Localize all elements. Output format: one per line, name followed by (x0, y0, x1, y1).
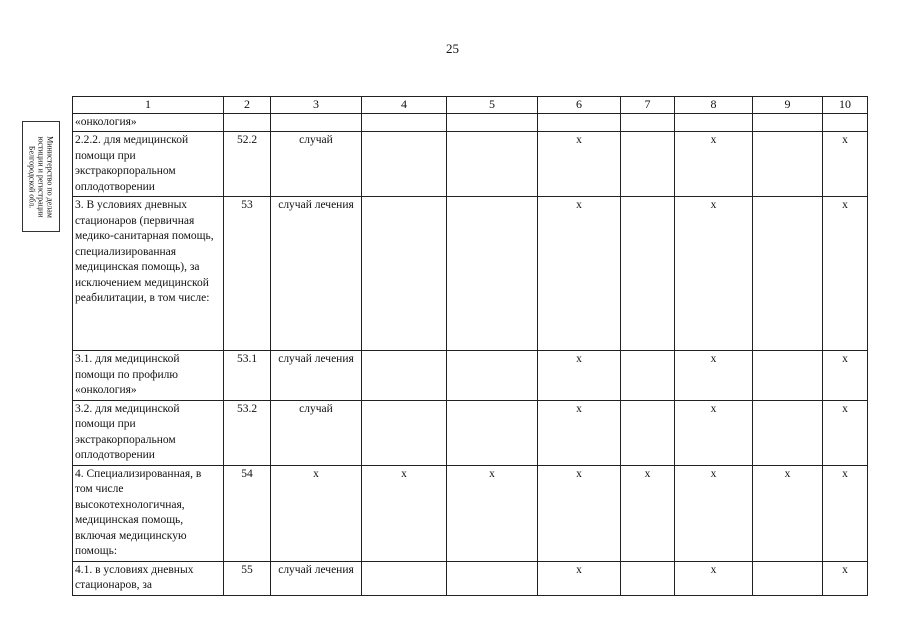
row-cell (447, 132, 538, 197)
row-cell (362, 351, 447, 401)
row-cell: x (447, 465, 538, 561)
column-number: 3 (271, 97, 362, 114)
row-cell (753, 132, 823, 197)
row-cell (621, 197, 675, 351)
row-cell: x (675, 465, 753, 561)
row-cell: x (823, 351, 868, 401)
page-number: 25 (446, 41, 459, 56)
row-name: 3.1. для медицинской помощи по профилю «онкология» (73, 351, 224, 401)
row-unit: случай лечения (271, 197, 362, 351)
row-cell (621, 351, 675, 401)
column-number: 5 (447, 97, 538, 114)
row-cell (447, 197, 538, 351)
row-cell: x (538, 400, 621, 465)
row-unit: x (271, 465, 362, 561)
row-cell (753, 351, 823, 401)
row-cell (621, 561, 675, 595)
row-cell: x (675, 197, 753, 351)
column-number: 7 (621, 97, 675, 114)
column-number: 6 (538, 97, 621, 114)
row-cell: x (675, 132, 753, 197)
row-code: 55 (224, 561, 271, 595)
row-cell (447, 400, 538, 465)
row-code: 53.2 (224, 400, 271, 465)
row-name: 2.2.2. для медицинской помощи при экстракорпоральном оплодотворении (73, 132, 224, 197)
row-cell: x (538, 197, 621, 351)
row-cell: x (823, 132, 868, 197)
row-name: 3.2. для медицинской помощи при экстракорпоральном оплодотворении (73, 400, 224, 465)
row-code: 53.1 (224, 351, 271, 401)
row-cell: x (538, 561, 621, 595)
table-row (73, 132, 868, 197)
row-cell (538, 113, 621, 132)
row-unit: случай лечения (271, 561, 362, 595)
row-code (224, 113, 271, 132)
table-row (73, 465, 868, 561)
row-cell: x (823, 400, 868, 465)
table-row (73, 351, 868, 401)
row-cell (823, 113, 868, 132)
row-cell (753, 197, 823, 351)
column-number: 4 (362, 97, 447, 114)
row-cell: x (538, 132, 621, 197)
registration-stamp (22, 121, 60, 232)
table-row (73, 197, 868, 351)
row-cell (362, 132, 447, 197)
column-number: 2 (224, 97, 271, 114)
row-cell: x (675, 561, 753, 595)
row-cell: x (538, 465, 621, 561)
row-cell (621, 113, 675, 132)
row-cell (753, 561, 823, 595)
stamp-text: Министерство по делам юстиции и регистрации Белгородской обл. (27, 135, 55, 218)
table-row (73, 113, 868, 132)
column-number: 10 (823, 97, 868, 114)
row-unit (271, 113, 362, 132)
row-name: 4. Специализированная, в том числе высокотехнологичная, медицинская помощь, включая медицинскую помощь: (73, 465, 224, 561)
row-cell (362, 197, 447, 351)
row-cell: x (362, 465, 447, 561)
row-cell (753, 400, 823, 465)
row-cell: x (753, 465, 823, 561)
row-name: 3. В условиях дневных стационаров (первичная медико-санитарная помощь, специализированная медицинская помощь), за исключением медицинской реабилитации, в том числе: (73, 197, 224, 351)
row-cell (621, 400, 675, 465)
row-name: 4.1. в условиях дневных стационаров, за (73, 561, 224, 595)
row-cell: x (675, 351, 753, 401)
table-row (73, 400, 868, 465)
row-cell (447, 113, 538, 132)
row-cell: x (621, 465, 675, 561)
row-cell (447, 561, 538, 595)
row-cell: x (675, 400, 753, 465)
row-cell (447, 351, 538, 401)
row-code: 53 (224, 197, 271, 351)
table-row (73, 561, 868, 595)
row-cell (362, 400, 447, 465)
row-cell: x (538, 351, 621, 401)
row-unit: случай лечения (271, 351, 362, 401)
row-unit: случай (271, 400, 362, 465)
column-number: 1 (73, 97, 224, 114)
row-code: 54 (224, 465, 271, 561)
row-code: 52.2 (224, 132, 271, 197)
row-cell (675, 113, 753, 132)
row-cell (753, 113, 823, 132)
row-cell: x (823, 561, 868, 595)
row-cell: x (823, 465, 868, 561)
row-unit: случай (271, 132, 362, 197)
column-number-row (73, 97, 868, 114)
column-number: 8 (675, 97, 753, 114)
row-cell (362, 561, 447, 595)
column-number: 9 (753, 97, 823, 114)
row-cell: x (823, 197, 868, 351)
row-name: «онкология» (73, 113, 224, 132)
row-cell (621, 132, 675, 197)
data-table (72, 96, 868, 596)
row-cell (362, 113, 447, 132)
